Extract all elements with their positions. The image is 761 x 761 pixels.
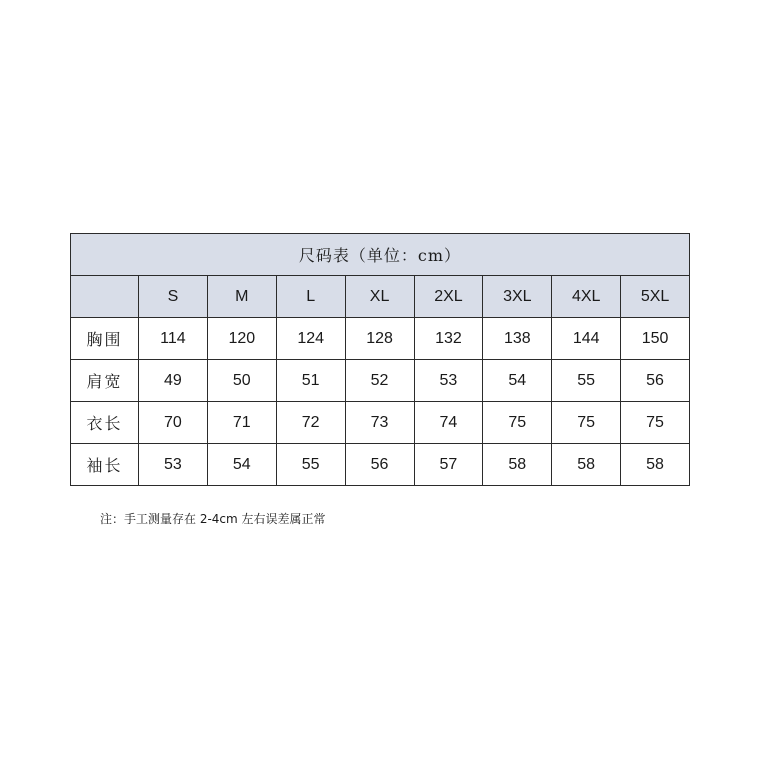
table-cell: 55 xyxy=(276,444,345,486)
table-cell: 138 xyxy=(483,318,552,360)
size-header-4xl: 4XL xyxy=(552,276,621,318)
row-label-sleeve: 袖长 xyxy=(71,444,139,486)
table-title: 尺码表（单位：cm） xyxy=(71,234,690,276)
table-cell: 114 xyxy=(139,318,208,360)
table-cell: 54 xyxy=(207,444,276,486)
table-cell: 124 xyxy=(276,318,345,360)
table-cell: 74 xyxy=(414,402,483,444)
table-row-shoulder xyxy=(71,360,690,402)
table-cell: 75 xyxy=(552,402,621,444)
table-cell: 52 xyxy=(345,360,414,402)
table-cell: 128 xyxy=(345,318,414,360)
table-cell: 57 xyxy=(414,444,483,486)
measurement-note: 注：手工测量存在 2-4cm 左右误差属正常 xyxy=(100,512,326,526)
table-cell: 58 xyxy=(552,444,621,486)
row-label-chest: 胸围 xyxy=(71,318,139,360)
table-cell: 132 xyxy=(414,318,483,360)
table-row-sleeve xyxy=(71,444,690,486)
size-header-m: M xyxy=(207,276,276,318)
table-cell: 70 xyxy=(139,402,208,444)
table-row-length xyxy=(71,402,690,444)
table-cell: 54 xyxy=(483,360,552,402)
row-label-shoulder: 肩宽 xyxy=(71,360,139,402)
size-chart-table xyxy=(70,233,690,486)
table-cell: 58 xyxy=(621,444,690,486)
table-cell: 49 xyxy=(139,360,208,402)
corner-cell xyxy=(71,276,139,318)
table-cell: 55 xyxy=(552,360,621,402)
table-cell: 51 xyxy=(276,360,345,402)
table-cell: 50 xyxy=(207,360,276,402)
table-cell: 144 xyxy=(552,318,621,360)
table-cell: 71 xyxy=(207,402,276,444)
table-cell: 58 xyxy=(483,444,552,486)
table-cell: 120 xyxy=(207,318,276,360)
table-cell: 56 xyxy=(345,444,414,486)
table-cell: 150 xyxy=(621,318,690,360)
size-header-l: L xyxy=(276,276,345,318)
size-header-2xl: 2XL xyxy=(414,276,483,318)
size-header-row xyxy=(71,276,690,318)
table-cell: 75 xyxy=(621,402,690,444)
size-header-3xl: 3XL xyxy=(483,276,552,318)
table-cell: 53 xyxy=(139,444,208,486)
table-cell: 53 xyxy=(414,360,483,402)
table-cell: 75 xyxy=(483,402,552,444)
size-header-s: S xyxy=(139,276,208,318)
size-header-5xl: 5XL xyxy=(621,276,690,318)
table-cell: 56 xyxy=(621,360,690,402)
size-header-xl: XL xyxy=(345,276,414,318)
table-cell: 73 xyxy=(345,402,414,444)
row-label-length: 衣长 xyxy=(71,402,139,444)
title-row xyxy=(71,234,690,276)
table-cell: 72 xyxy=(276,402,345,444)
table-row-chest xyxy=(71,318,690,360)
